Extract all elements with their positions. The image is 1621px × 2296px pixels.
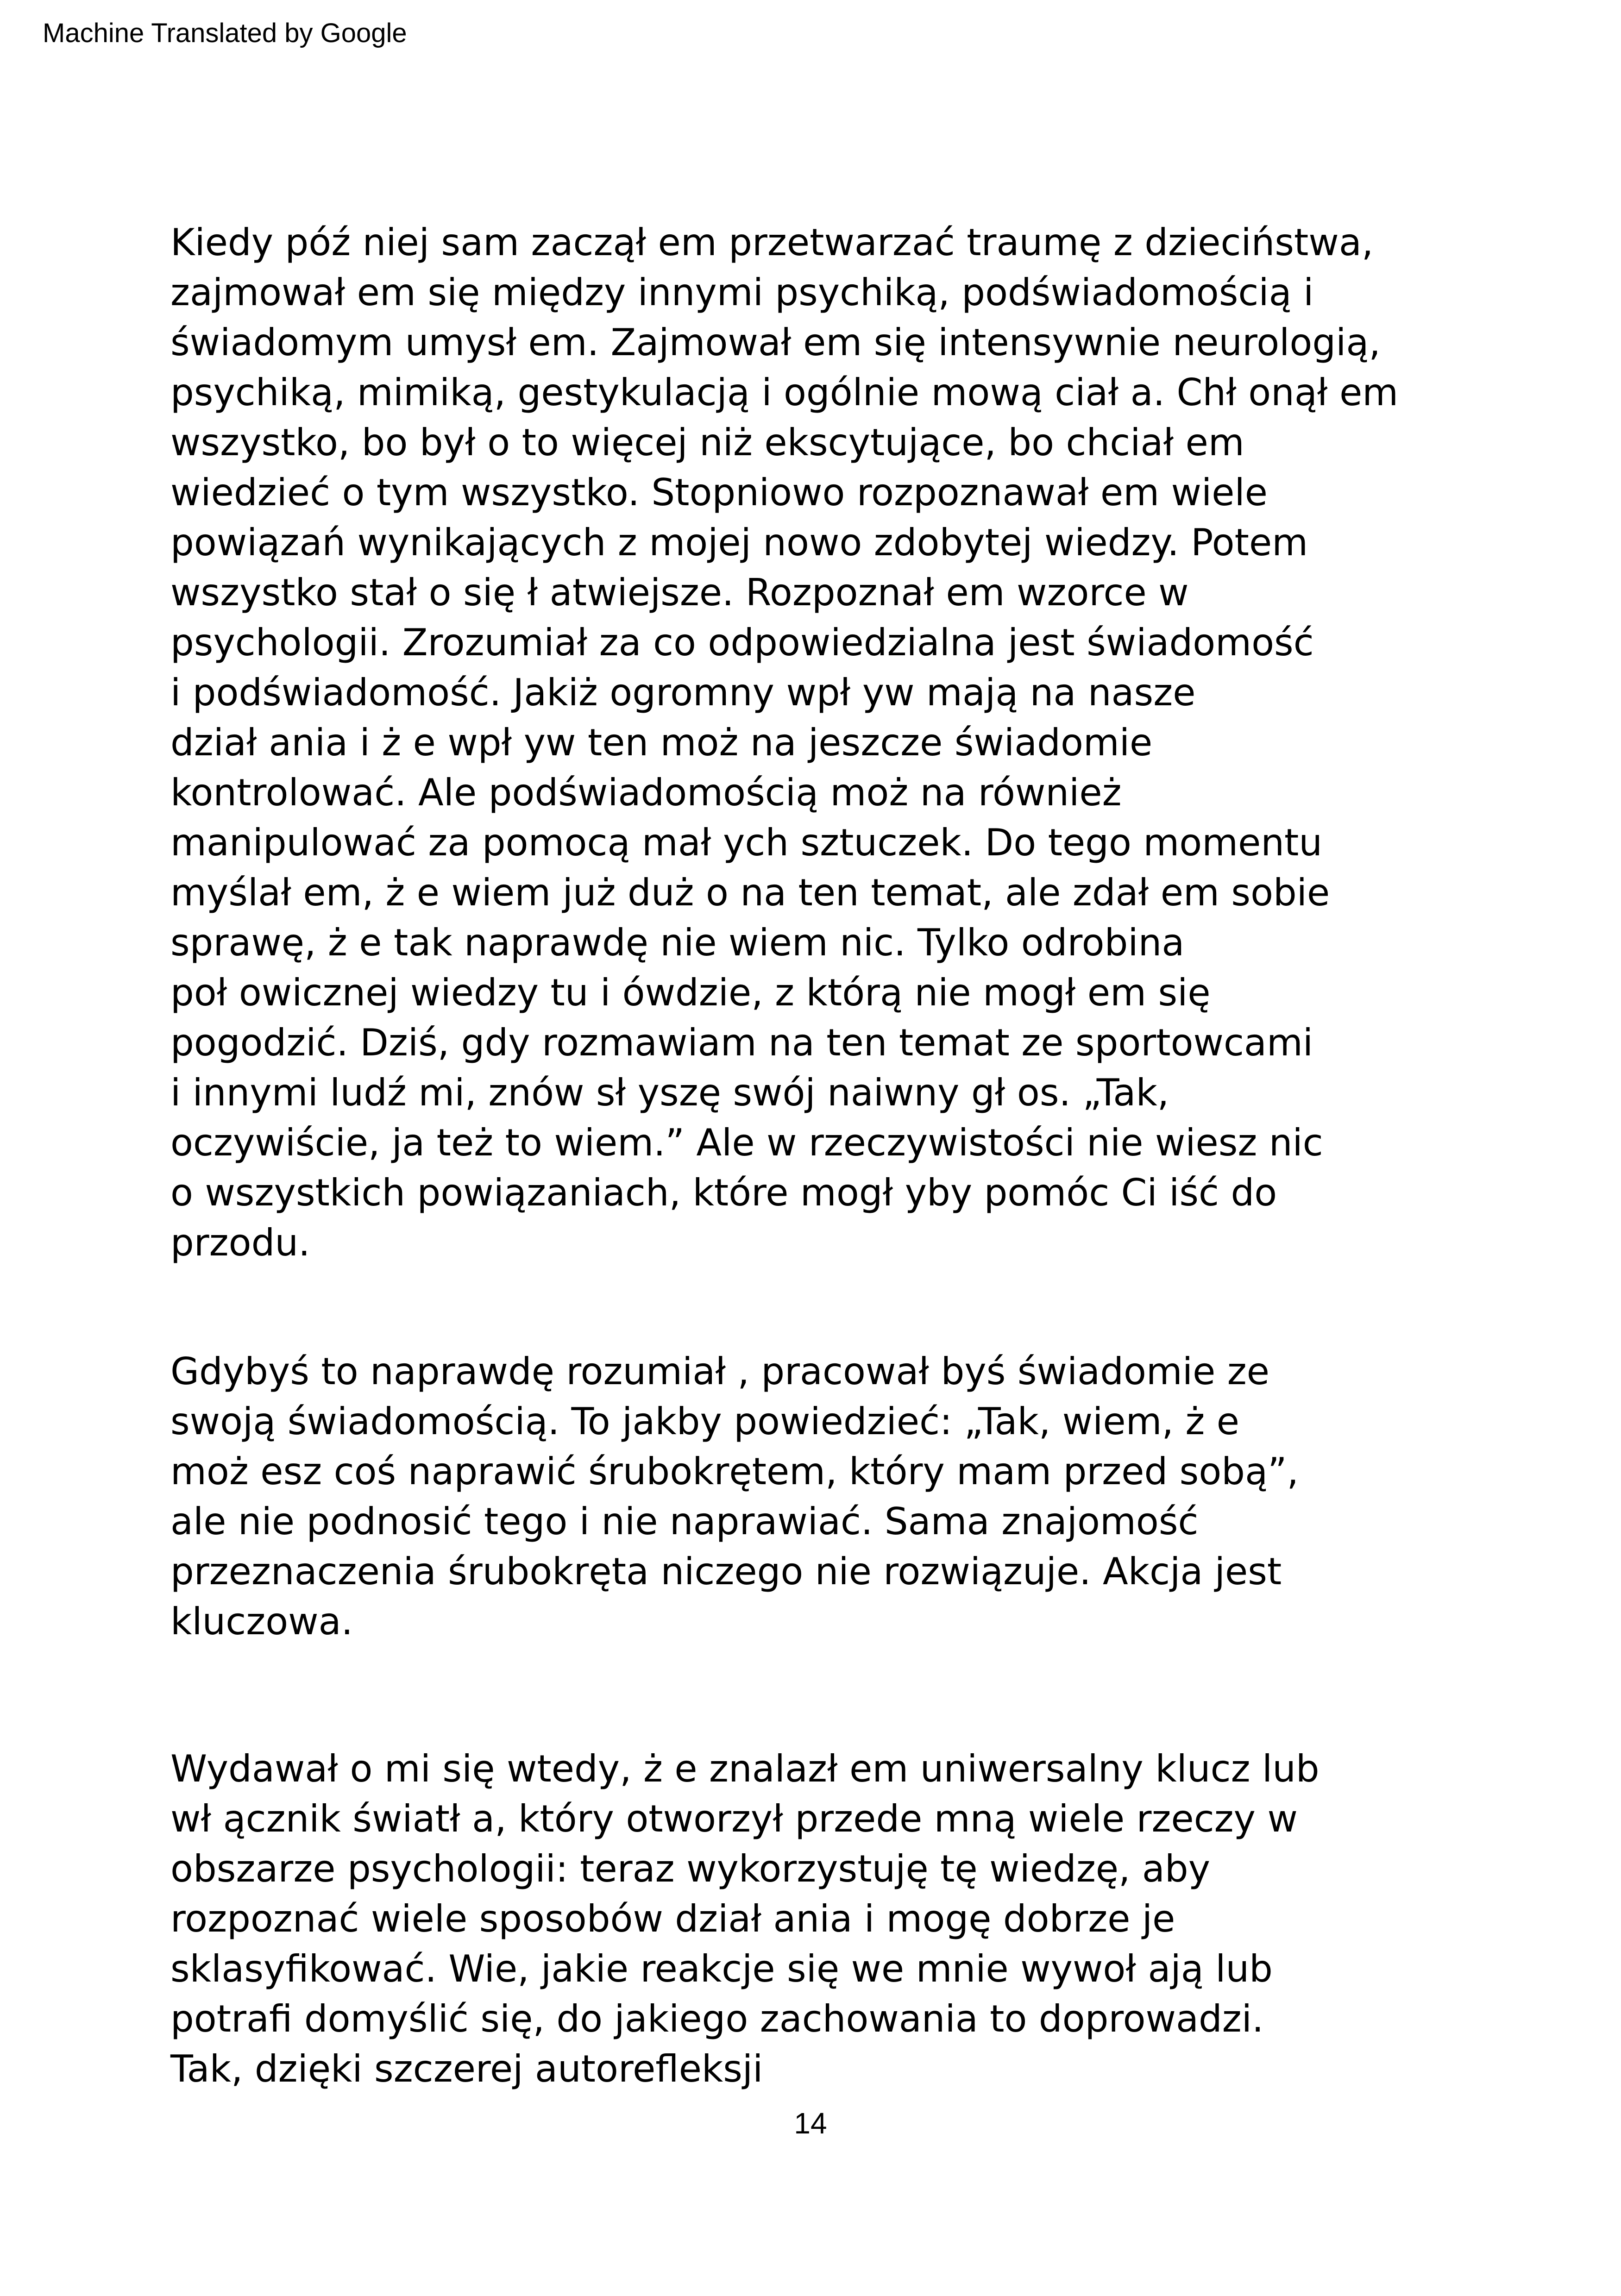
text-line: Kiedy póź niej sam zaczął em przetwarzać traumę z dzieciństwa, — [170, 221, 1374, 264]
text-line: pogodzić. Dziś, gdy rozmawiam na ten temat ze sportowcami — [170, 1021, 1313, 1064]
text-line: manipulować za pomocą mał ych sztuczek. Do tego momentu — [170, 821, 1323, 864]
text-line: psychologii. Zrozumiał za co odpowiedzialna jest świadomość — [170, 621, 1314, 664]
text-line: przodu. — [170, 1221, 310, 1264]
text-line: sklasyfikować. Wie, jakie reakcje się we mnie wywoł ają lub — [170, 1947, 1273, 1990]
page-body — [170, 218, 1537, 2094]
text-line: rozpoznać wiele sposobów dział ania i mogę dobrze je — [170, 1897, 1175, 1940]
paragraph-1 — [170, 218, 1537, 1268]
text-line: kontrolować. Ale podświadomością moż na również — [170, 771, 1122, 814]
text-line: przeznaczenia śrubokręta niczego nie rozwiązuje. Akcja jest — [170, 1550, 1282, 1593]
machine-translation-note: Machine Translated by Google — [43, 18, 407, 48]
text-line: świadomym umysł em. Zajmował em się intensywnie neurologią, — [170, 321, 1381, 364]
text-line: dział ania i ż e wpł yw ten moż na jeszcze świadomie — [170, 721, 1153, 764]
text-line: i podświadomość. Jakiż ogromny wpł yw mają na nasze — [170, 671, 1196, 714]
text-line: wł ącznik światł a, który otworzył przede mną wiele rzeczy w — [170, 1797, 1298, 1840]
text-line: obszarze psychologii: teraz wykorzystuję tę wiedzę, aby — [170, 1847, 1211, 1890]
text-line: o wszystkich powiązaniach, które mogł yby pomóc Ci iść do — [170, 1171, 1277, 1214]
page-number: 14 — [794, 2107, 827, 2140]
text-line: wszystko stał o się ł atwiejsze. Rozpoznał em wzorce w — [170, 571, 1189, 614]
text-line: myślał em, ż e wiem już duż o na ten temat, ale zdał em sobie — [170, 871, 1330, 914]
text-line: i innymi ludź mi, znów sł yszę swój naiwny gł os. „Tak, — [170, 1071, 1169, 1114]
paragraph-spacer — [170, 1268, 1537, 1347]
text-line: Tak, dzięki szczerej autorefleksji — [170, 2047, 763, 2090]
paragraph-3 — [170, 1744, 1537, 2094]
text-line: swoją świadomością. To jakby powiedzieć: „Tak, wiem, ż e — [170, 1400, 1240, 1443]
paragraph-spacer — [170, 1647, 1537, 1744]
text-line: moż esz coś naprawić śrubokrętem, który mam przed sobą”, — [170, 1450, 1299, 1493]
paragraph-2 — [170, 1347, 1537, 1647]
text-line: Wydawał o mi się wtedy, ż e znalazł em uniwersalny klucz lub — [170, 1747, 1319, 1790]
text-line: oczywiście, ja też to wiem.” Ale w rzeczywistości nie wiesz nic — [170, 1121, 1323, 1164]
text-line: wszystko, bo był o to więcej niż ekscytujące, bo chciał em — [170, 421, 1244, 464]
text-line: poł owicznej wiedzy tu i ówdzie, z którą nie mogł em się — [170, 971, 1211, 1014]
text-line: psychiką, mimiką, gestykulacją i ogólnie mową ciał a. Chł onął em — [170, 371, 1399, 414]
text-line: sprawę, ż e tak naprawdę nie wiem nic. Tylko odrobina — [170, 921, 1185, 964]
text-line: kluczowa. — [170, 1600, 353, 1643]
text-line: zajmował em się między innymi psychiką, podświadomością i — [170, 271, 1314, 314]
text-line: Gdybyś to naprawdę rozumiał , pracował byś świadomie ze — [170, 1350, 1269, 1393]
text-line: powiązań wynikających z mojej nowo zdobytej wiedzy. Potem — [170, 521, 1308, 564]
text-line: ale nie podnosić tego i nie naprawiać. Sama znajomość — [170, 1500, 1199, 1543]
text-line: potrafi domyślić się, do jakiego zachowania to doprowadzi. — [170, 1997, 1264, 2040]
text-line: wiedzieć o tym wszystko. Stopniowo rozpoznawał em wiele — [170, 471, 1268, 514]
